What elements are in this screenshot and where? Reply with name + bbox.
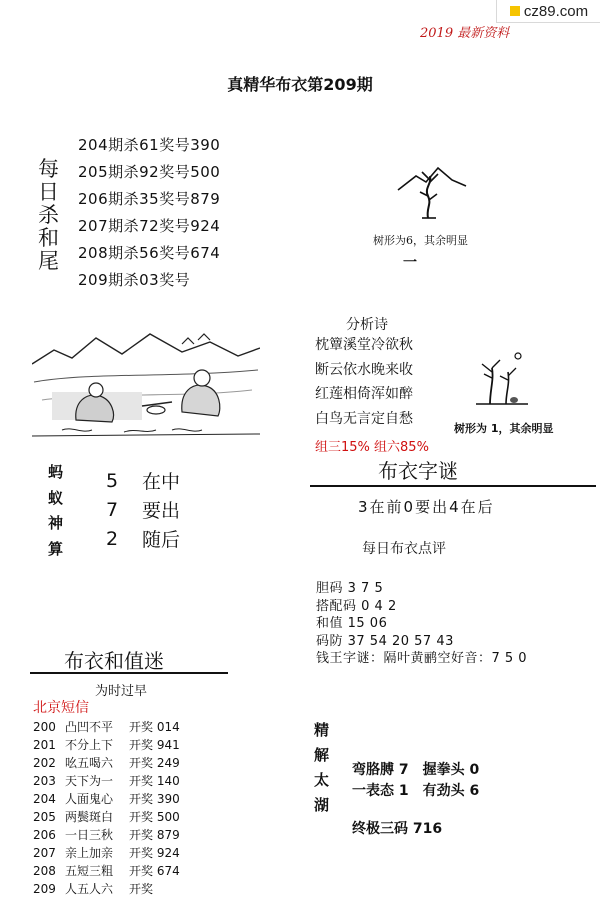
result-phrase: 两鬓斑白 (65, 810, 114, 824)
result-row (33, 826, 180, 844)
poem-line: 枕簟溪堂冷欲秋 (315, 337, 413, 353)
tree-figure-two (472, 350, 532, 408)
ant-god-number: 2 (106, 527, 119, 550)
kill-row: 207期杀72奖号924 (78, 217, 221, 235)
result-phrase: 凸凹不平 (65, 720, 114, 734)
result-phrase: 吆五喝六 (65, 756, 114, 770)
ant-god-char: 蚂 (48, 463, 64, 481)
riddle-heading: 布衣字谜 (378, 459, 458, 483)
result-issue: 206 (33, 828, 56, 842)
ant-god-word: 随后 (142, 529, 181, 551)
result-row (33, 790, 180, 808)
results-list (33, 718, 180, 898)
poem-title: 分析诗 (346, 317, 388, 333)
taihu-line: 一表态 1 有劲头 6 (352, 783, 480, 799)
taihu-char: 解 (314, 746, 330, 764)
kill-row: 205期杀92奖号500 (78, 163, 221, 181)
daily-line: 钱王字谜：隔叶黄鹂空好音：7 5 0 (316, 651, 528, 666)
final-three-codes: 终极三码 716 (352, 821, 443, 837)
result-row (33, 736, 180, 754)
kill-vertical-char: 和 (38, 226, 59, 250)
taihu-char: 湖 (314, 796, 330, 814)
result-row (33, 880, 180, 898)
result-value: 开奖 249 (129, 756, 180, 770)
daily-line: 搭配码 0 4 2 (316, 598, 397, 614)
sum-heading: 布衣和值迷 (64, 649, 164, 673)
result-phrase: 五短三粗 (65, 864, 114, 878)
result-row (33, 772, 180, 790)
result-row (33, 862, 180, 880)
result-value: 开奖 140 (129, 774, 180, 788)
result-issue: 205 (33, 810, 56, 824)
result-value: 开奖 (129, 882, 154, 896)
ant-god-number: 7 (106, 498, 119, 521)
ant-god-row (106, 495, 180, 524)
logo-square-icon (510, 6, 520, 16)
daily-line: 和值 15 06 (316, 616, 388, 631)
page-title: 真精华布衣第209期 (227, 75, 373, 94)
poem-line: 断云依水晚来收 (315, 361, 413, 378)
result-row (33, 754, 180, 772)
daily-line: 码防 37 54 20 57 43 (316, 633, 454, 649)
result-phrase: 一日三秋 (65, 828, 114, 842)
result-phrase: 亲上加亲 (65, 846, 114, 860)
tree-one-caption: 树形为6，其余明显 (373, 234, 468, 247)
result-issue: 209 (33, 882, 56, 896)
result-phrase: 人面鬼心 (65, 792, 114, 806)
result-value: 开奖 924 (129, 846, 180, 860)
ant-god-char: 算 (48, 539, 64, 558)
result-value: 开奖 941 (129, 738, 180, 752)
daily-lines (316, 580, 527, 668)
result-issue: 203 (33, 774, 56, 788)
result-issue: 201 (33, 738, 56, 752)
kill-vertical-char: 每 (38, 157, 59, 181)
result-issue: 200 (33, 720, 56, 734)
kill-vertical-label (38, 158, 59, 273)
result-value: 开奖 674 (129, 864, 180, 878)
tree-one-dash: 一 (403, 255, 417, 271)
tree-figure-one (392, 160, 472, 222)
ant-god-word: 在中 (142, 471, 181, 493)
ant-god-row (106, 524, 180, 553)
kill-list (78, 132, 220, 294)
taihu-label (314, 718, 329, 818)
daily-line: 胆码 3 7 5 (316, 581, 384, 596)
ant-god-number: 5 (106, 469, 119, 492)
result-issue: 208 (33, 864, 56, 878)
sum-divider (30, 671, 230, 675)
corner-tag: 2019 最新资料 (420, 26, 510, 41)
poem-lines (315, 333, 413, 431)
kill-row: 206期杀35奖号879 (78, 190, 221, 208)
sketch-illustration (32, 322, 260, 440)
daily-title: 每日布衣点评 (362, 541, 446, 557)
poem-stat: 组三15% 组六85% (315, 440, 429, 455)
taihu-char: 太 (314, 771, 330, 789)
result-value: 开奖 390 (129, 792, 180, 806)
taihu-char: 精 (314, 721, 330, 739)
result-phrase: 不分上下 (65, 738, 114, 752)
result-phrase: 天下为一 (65, 774, 114, 788)
kill-row: 209期杀03奖号 (78, 271, 191, 289)
ant-god-char: 蚁 (48, 488, 64, 507)
poem-line: 红莲相倚浑如醉 (315, 386, 413, 402)
result-value: 开奖 014 (129, 720, 180, 734)
beijing-sms-heading: 北京短信 (33, 700, 89, 716)
tree-two-caption: 树形为 1，其余明显 (454, 422, 554, 435)
riddle-text: 3在前0要出4在后 (358, 498, 495, 516)
kill-row: 204期杀61奖号390 (78, 136, 221, 154)
logo-text: cz89.com (523, 2, 589, 20)
taihu-line: 弯胳膊 7 握拳头 0 (352, 762, 480, 778)
kill-row: 208期杀56奖号674 (78, 244, 221, 262)
kill-vertical-char: 日 (38, 180, 59, 204)
result-value: 开奖 500 (129, 810, 180, 824)
result-row (33, 844, 180, 862)
result-issue: 202 (33, 756, 56, 770)
result-value: 开奖 879 (129, 828, 180, 842)
result-issue: 207 (33, 846, 56, 860)
result-row (33, 808, 180, 826)
ant-god-char: 神 (48, 514, 64, 532)
sum-subtitle: 为时过早 (95, 684, 148, 699)
poem-line: 白鸟无言定自愁 (315, 410, 413, 427)
riddle-divider (310, 484, 600, 488)
kill-vertical-char: 杀 (38, 203, 59, 227)
result-row (33, 718, 180, 736)
site-logo[interactable] (496, 0, 600, 23)
kill-vertical-char: 尾 (38, 249, 59, 273)
ant-god-word: 要出 (142, 500, 181, 522)
taihu-lines (352, 760, 479, 802)
ant-god-label (48, 460, 63, 562)
result-issue: 204 (33, 792, 56, 806)
ant-god-rows (106, 466, 180, 553)
result-phrase: 人五人六 (65, 882, 114, 896)
ant-god-row (106, 466, 180, 495)
